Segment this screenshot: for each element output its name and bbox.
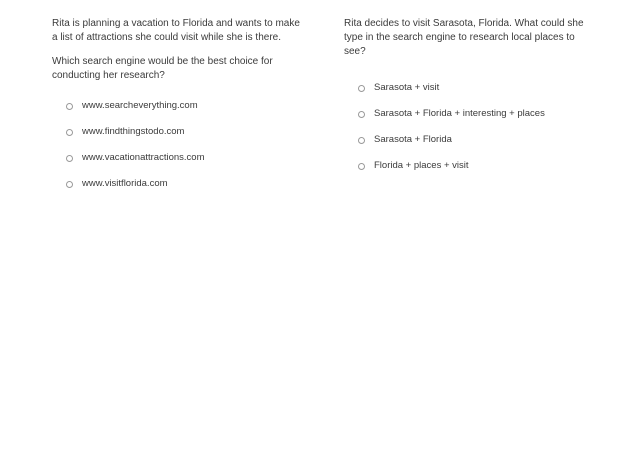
radio-button-icon[interactable] bbox=[66, 155, 73, 162]
radio-button-icon[interactable] bbox=[358, 137, 365, 144]
question-1-option-4[interactable] bbox=[52, 177, 302, 191]
question-2 bbox=[344, 17, 594, 185]
question-2-option-1[interactable] bbox=[344, 81, 594, 95]
question-1-option-1[interactable] bbox=[52, 99, 302, 113]
question-1-option-2[interactable] bbox=[52, 125, 302, 139]
question-1-options bbox=[52, 99, 302, 191]
radio-button-icon[interactable] bbox=[66, 129, 73, 136]
question-1 bbox=[52, 17, 302, 203]
question-1-prompt: Which search engine would be the best choice for conducting her research? bbox=[52, 56, 273, 81]
question-2-options bbox=[344, 81, 594, 173]
question-2-option-4[interactable] bbox=[344, 159, 594, 173]
option-label: www.visitflorida.com bbox=[82, 178, 168, 189]
question-2-prompt: Rita decides to visit Sarasota, Florida. What could she type in the search engine to research local places to see? bbox=[344, 18, 584, 57]
question-2-option-2[interactable] bbox=[344, 107, 594, 121]
option-label: Florida + places + visit bbox=[374, 160, 469, 171]
option-label: www.vacationattractions.com bbox=[82, 152, 205, 163]
option-label: Sarasota + Florida + interesting + places bbox=[374, 108, 545, 119]
radio-button-icon[interactable] bbox=[358, 111, 365, 118]
option-label: www.findthingstodo.com bbox=[82, 126, 185, 137]
radio-button-icon[interactable] bbox=[358, 163, 365, 170]
option-label: www.searcheverything.com bbox=[82, 100, 198, 111]
question-1-option-3[interactable] bbox=[52, 151, 302, 165]
option-label: Sarasota + visit bbox=[374, 82, 440, 93]
question-2-option-3[interactable] bbox=[344, 133, 594, 147]
option-label: Sarasota + Florida bbox=[374, 134, 452, 145]
radio-button-icon[interactable] bbox=[66, 181, 73, 188]
radio-button-icon[interactable] bbox=[66, 103, 73, 110]
question-1-context: Rita is planning a vacation to Florida and wants to make a list of attractions she could visit while she is there. bbox=[52, 18, 300, 43]
radio-button-icon[interactable] bbox=[358, 85, 365, 92]
